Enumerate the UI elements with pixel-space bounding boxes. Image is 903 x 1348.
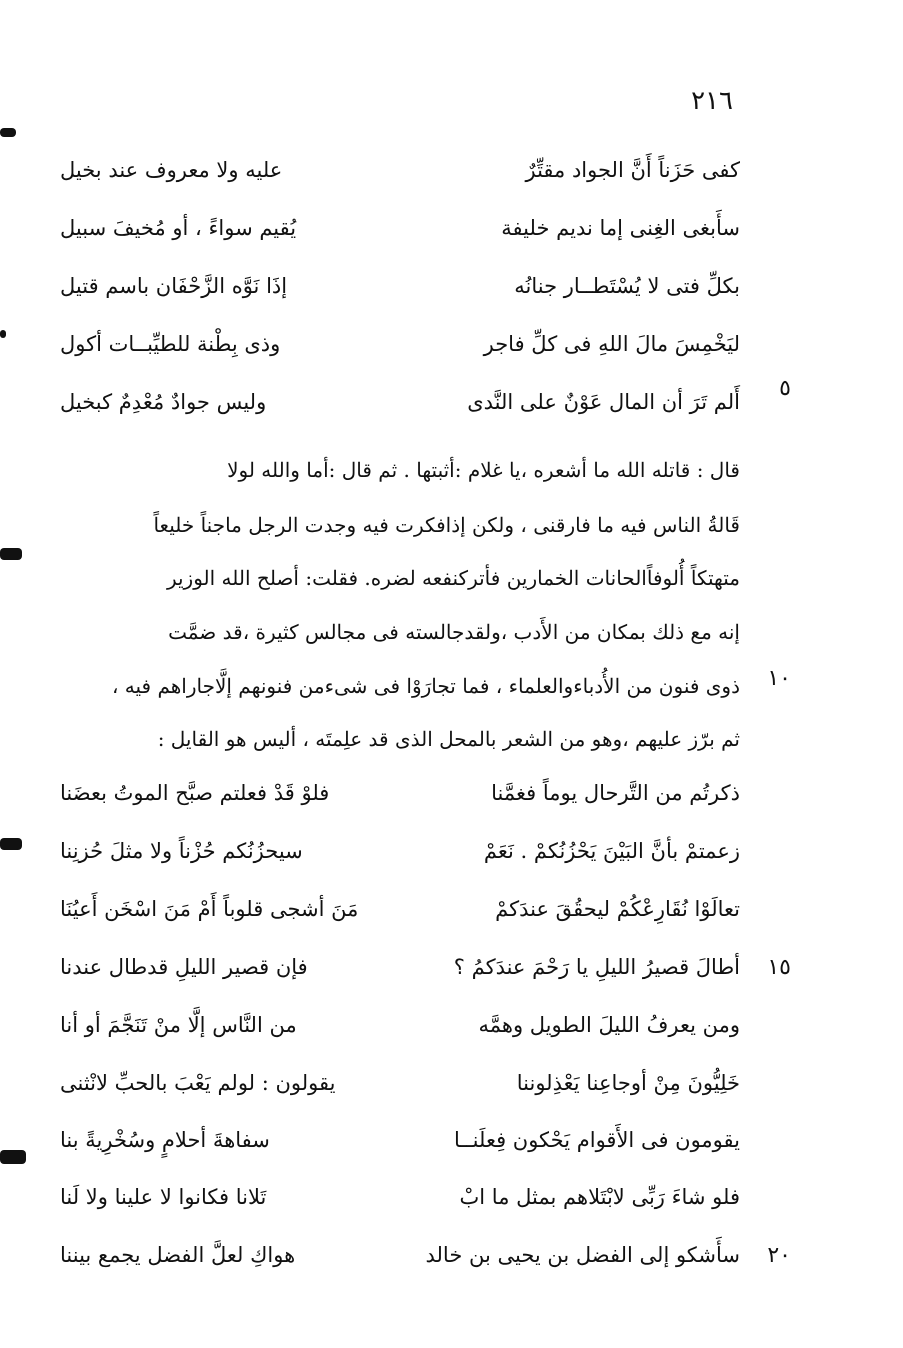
first-hemistich: ليَخْمِسَ مالَ اللهِ فى كلِّ فاجر bbox=[483, 332, 740, 356]
verse-line bbox=[60, 216, 740, 256]
verse-line bbox=[60, 1013, 740, 1053]
verse-line bbox=[60, 1128, 740, 1168]
first-hemistich: كفى حَزَناً أَنَّ الجواد مقتِّرٌ bbox=[525, 158, 740, 182]
second-hemistich: سفاهةَ أحلامٍ وسُخْرِيةً بنا bbox=[60, 1128, 270, 1152]
scan-edge-mark bbox=[0, 128, 16, 137]
first-hemistich: ومن يعرفُ الليلَ الطويل وهمَّه bbox=[478, 1013, 740, 1037]
second-hemistich: مَنَ أشجى قلوباً أَمْ مَنَ اسْخَن أَعيُنَا bbox=[60, 897, 359, 921]
line-number: ١٥ bbox=[767, 955, 791, 980]
prose-line: ذوى فنون من الأُدباءوالعلماء ، فما تجارَوْا فى شىءمن فنونهم إلَّاجاراهم فيه ، bbox=[111, 674, 740, 698]
second-hemistich: تَلانا فكانوا لا علينا ولا لَنا bbox=[60, 1185, 267, 1209]
first-hemistich: سأَشكو إلى الفضل بن يحيى بن خالد bbox=[425, 1243, 740, 1267]
prose-line: متهتكاً أُلوفاًالحانات الخمارين فأتركنفعه لضره. فقلت: أصلح الله الوزير bbox=[166, 566, 740, 590]
first-hemistich: سأَبغى الغِنى إما نديم خليفة bbox=[501, 216, 740, 240]
second-hemistich: من النَّاس إلَّا منْ تَنَجَّمَ أو أنا bbox=[60, 1013, 297, 1037]
verse-line bbox=[60, 1243, 740, 1283]
second-hemistich: فإن قصير الليلِ قدطال عندنا bbox=[60, 955, 308, 979]
verse-line bbox=[60, 274, 740, 314]
line-number: ٢٠ bbox=[767, 1243, 791, 1268]
prose-line: قَالةُ الناس فيه ما فارقنى ، ولكن إذافكرت فيه وجدت الرجل ماجناً خليعاً bbox=[153, 513, 740, 537]
first-hemistich: فلو شاءَ رَبِّى لابْتَلاهم بمثل ما ابْ bbox=[459, 1185, 740, 1209]
line-number: ١٠ bbox=[767, 666, 791, 691]
verse-line bbox=[60, 390, 740, 430]
second-hemistich: يُقيم سواءً ، أو مُخيفَ سبيل bbox=[60, 216, 297, 240]
verse-line bbox=[60, 955, 740, 995]
verse-line bbox=[60, 839, 740, 879]
second-hemistich: سيحزُنُكم حُزْناً ولا مثلَ حُزنِنا bbox=[60, 839, 303, 863]
verse-line bbox=[60, 158, 740, 198]
second-hemistich: إذَا نَوَّه الزَّحْفَان باسم قتيل bbox=[60, 274, 288, 298]
first-hemistich: ذكرتُم من التَّرحال يوماً فغمَّنا bbox=[491, 781, 740, 805]
scan-edge-mark bbox=[0, 330, 6, 338]
verse-line bbox=[60, 1185, 740, 1225]
first-hemistich: زعمتمْ بأنَّ البَيْنَ يَحْزُنُكمْ . نَعَمْ bbox=[483, 839, 740, 863]
second-hemistich: فلوْ قَدْ فعلتم صبَّح الموتُ بعضَنا bbox=[60, 781, 330, 805]
second-hemistich: عليه ولا معروف عند بخيل bbox=[60, 158, 283, 182]
verse-line bbox=[60, 1071, 740, 1111]
second-hemistich: يقولون : لولم يَعْبَ بالحبِّ لانْثنى bbox=[60, 1071, 336, 1095]
verse-line bbox=[60, 332, 740, 372]
scan-edge-mark bbox=[0, 548, 22, 560]
first-hemistich: أَلم تَرَ أن المال عَوْنٌ على النَّدى bbox=[467, 390, 740, 414]
second-hemistich: وليس جوادٌ مُعْدِمٌ كبخيل bbox=[60, 390, 267, 414]
line-number: ٥ bbox=[779, 376, 791, 401]
verse-line bbox=[60, 897, 740, 937]
verse-line bbox=[60, 781, 740, 821]
page-number: ٢١٦ bbox=[691, 86, 733, 116]
prose-line: ثم برّز عليهم ،وهو من الشعر بالمحل الذى قد علِمتَه ، أليس هو القايل : bbox=[157, 727, 740, 751]
first-hemistich: أطالَ قصيرُ الليلِ يا رَحْمَ عندَكمُ ؟ bbox=[453, 955, 740, 979]
scan-edge-mark bbox=[0, 1150, 26, 1164]
prose-line: قال : قاتله الله ما أشعره ،يا غلام :أثبتها . ثم قال :أما والله لولا bbox=[227, 458, 740, 482]
prose-line: إنه مع ذلك بمكان من الأَدب ،ولقدجالسته فى مجالس كثيرة ،قد ضمَّت bbox=[168, 620, 740, 644]
first-hemistich: بكلِّ فتى لا يُسْتَطــار جنانُه bbox=[514, 274, 740, 298]
first-hemistich: خَلِيُّونَ مِنْ أوجاعِنا يَعْذِلوننا bbox=[516, 1071, 740, 1095]
second-hemistich: وذى بِطْنة للطيِّبــات أكول bbox=[60, 332, 281, 356]
first-hemistich: يقومون فى الأَقوام يَحْكون فِعلَنــا bbox=[453, 1128, 740, 1152]
first-hemistich: تعالَوْا نُقَارِعْكُمْ ليحقُقَ عندَكمْ bbox=[495, 897, 740, 921]
second-hemistich: هواكِ لعلَّ الفضل يجمع بيننا bbox=[60, 1243, 296, 1267]
scan-edge-mark bbox=[0, 838, 22, 850]
